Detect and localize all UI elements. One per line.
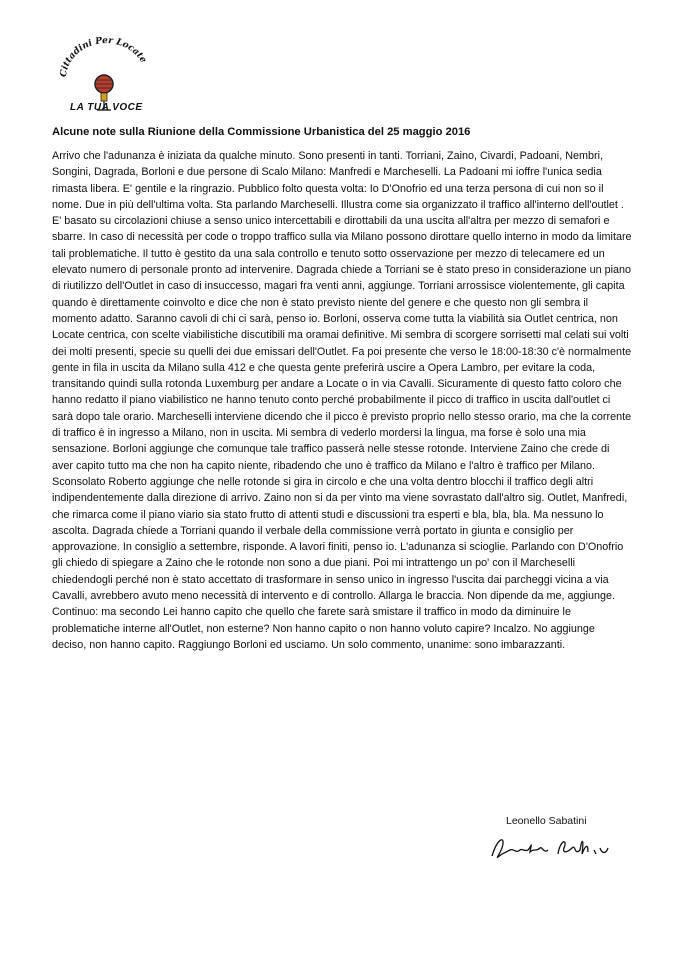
- logo-tagline: LA TUA VOCE: [70, 102, 143, 113]
- handwritten-signature: [488, 830, 618, 866]
- document-body: Arrivo che l'adunanza è iniziata da qualche minuto. Sono presenti in tanti. Torriani, Zaino, Civardi, Padoani, Nembri, Songini, Dagrada, Borloni e due persone di Scalo Milano: Manfredi e Marcheselli. La Padoani mi ioffre l'unica sedia rimasta libera. E' gentile e la ringrazio. Pubblico folto questa volta: Io D'Onofrio ed una terza persona di cui non so il nome. Due in più dell'ultima volta. Sta parlando Marcheselli. Illustra come sia organizzato il traffico all'interno dell'outlet . E' basato su circolazioni chiuse a senso unico intercettabili e dirottabili da una uscita all'altra per mezzo di semafori e sbarre. In caso di necessità per code o troppo traffico sulla via Milano possono dirottare quello interno in modo da limitare tali problematiche. Il tutto è gestito da una sala controllo e tenuto sotto osservazione per mezzo di telecamere ed un elevato numero di personale pronto ad intervenire. Dagrada chiede a Torriani se è stato preso in considerazione un piano di riutilizzo dell'Outlet in caso di insuccesso, magari fra venti anni, aggiunge. Torriani arrossisce violentemente, gli capita quando è direttamente coinvolto e dice che non è stato previsto niente del genere e che questo non gli sembra il momento adatto. Saranno cavoli di chi ci sarà, penso io. Borloni, osserva come tutta la viabilità sia Outlet centrica, non Locate centrica, con scelte viabilistiche discutibili ma oramai definitive. Mi sembra di scorgere sorrisetti mal celati sui volti dei molti presenti, specie su quelli dei due emissari dell'Outlet. Fa poi presente che verso le 18:00-18:30 c'è normalmente gente in fila in uscita da Milano sulla 412 e che questa gente preferirà uscire a Opera Lambro, per evitare la coda, transitando quindi sulla rotonda Luxemburg per andare a Locate o in via Cavalli. Sicuramente di questo fatto coloro che hanno redatto il piano viabilistico ne hanno tenuto conto perché probabilmente il picco di traffico in uscita dall'outlet ci sarà dopo tale orario. Marcheselli interviene dicendo che il picco è previsto proprio nello stesso orario, ma che la corrente di traffico è in ingresso a Milano, non in uscita. Mi sembra di vederlo mordersi la lingua, ma forse è solo una mia sensazione. Borloni aggiunge che comunque tale traffico passerà nelle stesse rotonde. Interviene Zaino che crede di aver capito tutto ma che non ha capito niente, ribadendo che uno è traffico da Milano e l'altro è traffico per Milano. Sconsolato Roberto aggiunge che nelle rotonde si gira in circolo e che una volta dentro blocchi il traffico degli altri indipendentemente dalla direzione di arrivo. Zaino non si da per vinto ma viene sovrastato dall'altro sig. Outlet, Manfredi, che rimarca come il piano viario sia stato frutto di attenti studi e discussioni tra esperti e bla, bla, bla. Ma nessuno lo ascolta. Dagrada chiede a Torriani quando il verbale della commissione verrà portato in giunta e consiglio per approvazione. In consiglio a settembre, risponde. A lavori finiti, penso io. L'adunanza si scioglie. Parlando con D'Onofrio gli chiedo di spiegare a Zaino che le rotonde non sono a due piani. Poi mi intrattengo un po' con il Marcheselli chiedendogli perché non è stato accettato di trasformare in senso unico in ingresso l'uscita dai parcheggi vicina a via Cavalli, avrebbero avuto meno necessità di intervento e di controllo. Allarga le braccia. Non dipende da me, aggiunge. Continuo: ma secondo Lei hanno capito che quello che farete sarà smistare il traffico in modo da diminuire le problematiche interne all'Outlet, non esterne? Non hanno capito o non hanno voluto capire? Incalzo. No aggiunge deciso, non hanno capito. Raggiungo Borloni ed usciamo. Un solo commento, unanime: sono imbarazzanti.: [52, 150, 632, 651]
- document-title: Alcune note sulla Riunione della Commissione Urbanistica del 25 maggio 2016: [52, 126, 471, 138]
- logo-arc-text: Cittadini Per Locate: [58, 36, 149, 78]
- author-name: Leonello Sabatini: [506, 815, 587, 827]
